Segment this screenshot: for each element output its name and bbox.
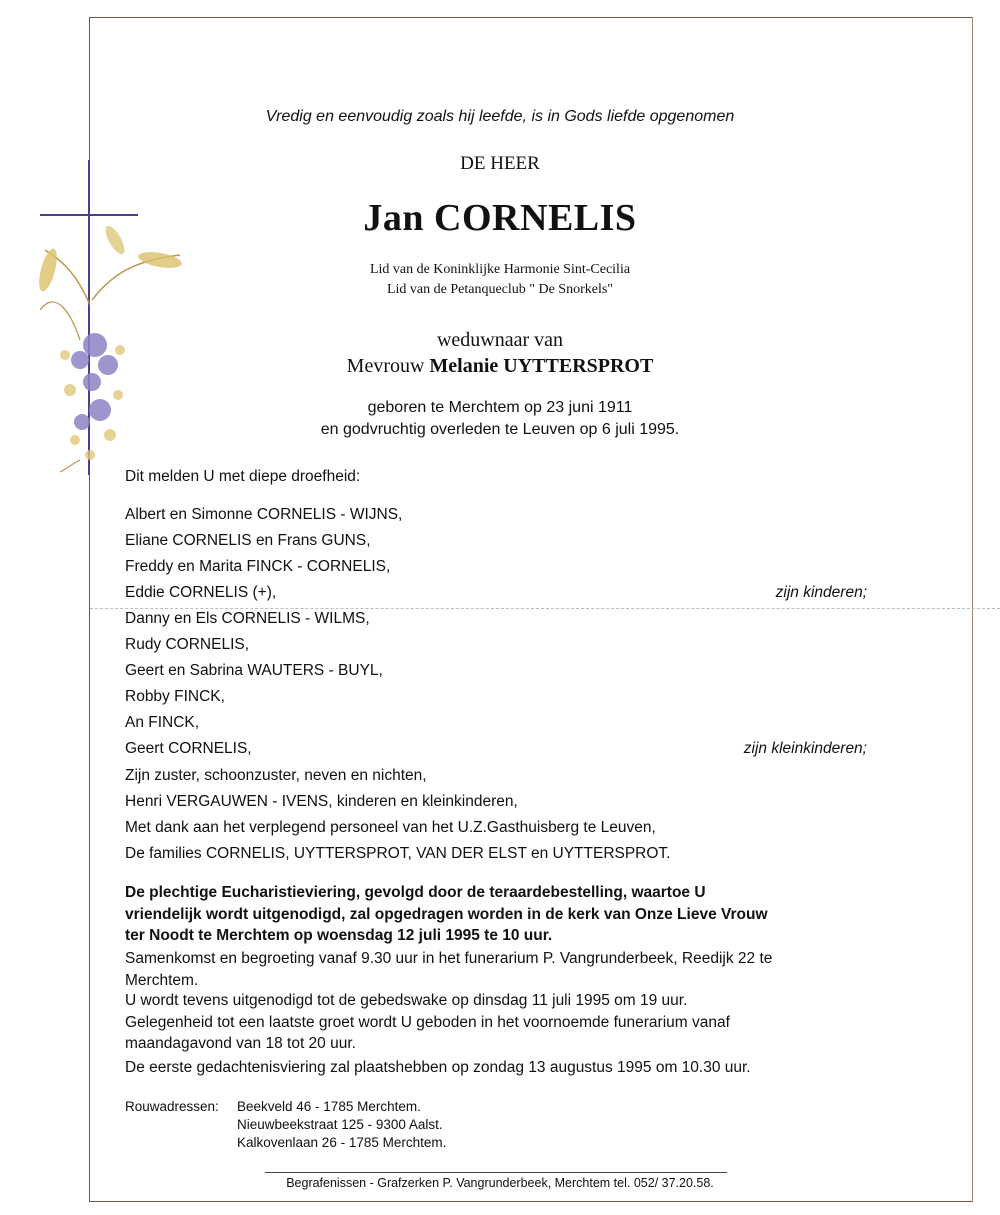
family-line: Freddy en Marita FINCK - CORNELIS, (125, 558, 391, 575)
info-line: Merchtem. (125, 972, 199, 989)
info-line: Gelegenheid tot een laatste groet wordt U geboden in het voornoemde funerarium vanaf (125, 1014, 730, 1031)
intro-text: Vredig en eenvoudig zoals hij leefde, is in Gods liefde opgenomen (265, 108, 735, 125)
death-line: en godvruchtig overleden te Leuven op 6 juli 1995. (320, 421, 680, 438)
footer-divider (265, 1172, 727, 1173)
family-line: Met dank aan het verplegend personeel van het U.Z.Gasthuisberg te Leuven, (125, 819, 656, 836)
address-line: Nieuwbeekstraat 125 - 9300 Aalst. (237, 1117, 443, 1132)
family-line: Zijn zuster, schoonzuster, neven en nichten, (125, 767, 427, 784)
family-line: Eliane CORNELIS en Frans GUNS, (125, 532, 371, 549)
info-line: U wordt tevens uitgenodigd tot de gebedswake op dinsdag 11 juli 1995 om 19 uur. (125, 992, 688, 1009)
deceased-name: Jan CORNELIS (363, 197, 637, 239)
info-line: Samenkomst en begroeting vanaf 9.30 uur in het funerarium P. Vangrunderbeek, Reedijk 22 te (125, 950, 773, 967)
spouse-name: Melanie UYTTERSPROT (429, 355, 654, 377)
membership-1: Lid van de Koninklijke Harmonie Sint-Cecilia (369, 262, 631, 277)
role-children: zijn kinderen; (775, 584, 867, 601)
family-line: Henri VERGAUWEN - IVENS, kinderen en kleinkinderen, (125, 793, 518, 810)
address-line: Beekveld 46 - 1785 Merchtem. (237, 1099, 421, 1114)
family-line: Robby FINCK, (125, 688, 225, 705)
service-line: De plechtige Eucharistieviering, gevolgd door de teraardebestelling, waartoe U (125, 884, 706, 901)
family-line: Danny en Els CORNELIS - WILMS, (125, 610, 370, 627)
family-line: Eddie CORNELIS (+), (125, 584, 277, 601)
membership-2: Lid van de Petanqueclub " De Snorkels" (386, 282, 614, 297)
family-line: Geert CORNELIS, (125, 740, 252, 757)
fold-line (90, 608, 1000, 609)
footer-undertaker: Begrafenissen - Grafzerken P. Vangrunderbeek, Merchtem tel. 052/ 37.20.58. (286, 1176, 714, 1190)
family-line: Albert en Simonne CORNELIS - WIJNS, (125, 506, 403, 523)
title-heer: DE HEER (460, 153, 540, 174)
family-line: Geert en Sabrina WAUTERS - BUYL, (125, 662, 383, 679)
family-line: De families CORNELIS, UYTTERSPROT, VAN DER ELST en UYTTERSPROT. (125, 845, 671, 862)
announcement: Dit melden U met diepe droefheid: (125, 468, 361, 485)
info-line: maandagavond van 18 tot 20 uur. (125, 1035, 356, 1052)
service-line: vriendelijk wordt uitgenodigd, zal opgedragen worden in de kerk van Onze Lieve Vrouw (125, 906, 768, 923)
address-line: Kalkovenlaan 26 - 1785 Merchtem. (237, 1135, 447, 1150)
family-line: An FINCK, (125, 714, 200, 731)
birth-line: geboren te Merchtem op 23 juni 1911 (367, 399, 633, 416)
service-line: ter Noodt te Merchtem op woensdag 12 juli 1995 te 10 uur. (125, 927, 553, 944)
spouse-line (0, 355, 1000, 378)
info-line: De eerste gedachtenisviering zal plaatshebben op zondag 13 augustus 1995 om 10.30 uur. (125, 1059, 751, 1076)
addresses-label: Rouwadressen: (125, 1099, 219, 1114)
role-grandchildren: zijn kleinkinderen; (743, 740, 867, 757)
widower-line: weduwnaar van (436, 329, 564, 351)
family-line: Rudy CORNELIS, (125, 636, 250, 653)
spouse-prefix: Mevrouw (346, 355, 425, 377)
